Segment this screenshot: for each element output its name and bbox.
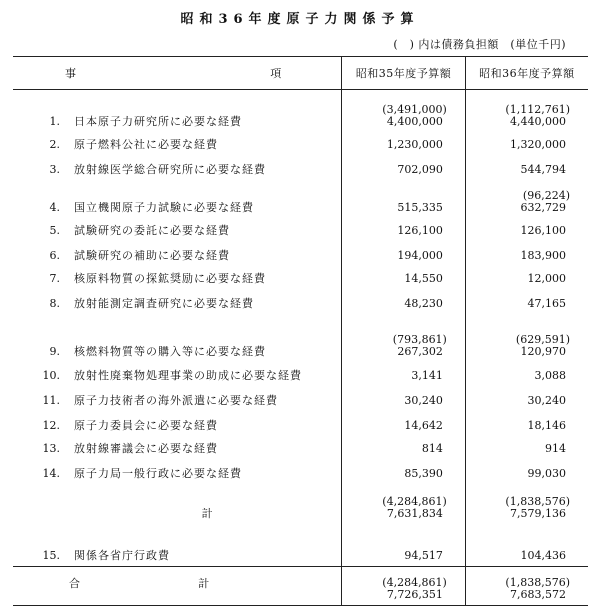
header-fy35: 昭和35年度予算額: [342, 57, 466, 90]
document-title: 昭和36年度原子力関係予算: [180, 12, 420, 27]
row-fy35: [342, 155, 466, 180]
amount-value: 47,165: [527, 297, 566, 310]
row-fy35: [342, 436, 466, 459]
table-row: [13, 436, 588, 459]
row-fy35: [342, 266, 466, 289]
row-fy35: [342, 386, 466, 411]
row-label: 国立機関原子力試験に必要な経費: [74, 180, 342, 218]
amount-value: 7,631,834: [386, 507, 443, 520]
row-label: 試験研究の委託に必要な経費: [74, 218, 342, 241]
table-row: [13, 218, 588, 241]
row-fy36: [465, 218, 588, 241]
amount-value: 544,794: [520, 163, 566, 176]
amount-value: 914: [545, 442, 566, 455]
row-fy36: [465, 132, 588, 155]
amount-value: 3,088: [534, 369, 566, 382]
row-label: 放射性廃棄物処理事業の助成に必要な経費: [74, 362, 342, 386]
row-fy35: [342, 314, 466, 362]
row-fy35: [342, 180, 466, 218]
debt-burden-value: (96,224): [522, 189, 570, 202]
amount-value: 4,440,000: [510, 115, 566, 128]
row-fy35: [342, 524, 466, 566]
row-fy36: [465, 104, 588, 132]
table-row: [13, 289, 588, 314]
amount-value: 814: [421, 442, 443, 455]
amount-value: 12,000: [527, 272, 566, 285]
amount-value: 14,550: [404, 272, 443, 285]
unit-note: ( ) 内は債務負担額 (単位千円): [393, 38, 566, 51]
row-number: 12.: [42, 419, 61, 432]
row-label: 核原料物質の探鉱奨励に必要な経費: [74, 266, 342, 289]
row-fy35: [342, 459, 466, 484]
row-number: 6.: [49, 249, 61, 262]
amount-value: 85,390: [404, 467, 443, 480]
debt-burden-value: (1,838,576): [505, 495, 570, 508]
row-fy36: [465, 524, 588, 566]
row-fy36: [465, 411, 588, 436]
row-fy35: [342, 289, 466, 314]
header-item-right: 項: [270, 67, 284, 80]
table-row: [13, 314, 588, 362]
amount-value: 7,726,351: [386, 587, 443, 601]
row-label: 原子燃料公社に必要な経費: [74, 132, 342, 155]
amount-value: 30,240: [404, 394, 443, 407]
row-number: 15.: [42, 548, 61, 562]
grand-total-label: [13, 566, 342, 605]
row-label: 放射線審議会に必要な経費: [74, 436, 342, 459]
row-fy36: [465, 266, 588, 289]
table-row: [13, 180, 588, 218]
row-number: 11.: [42, 394, 61, 407]
row-number: 10.: [42, 369, 61, 382]
row-number: 14.: [42, 467, 61, 480]
table-row-15: [13, 524, 588, 566]
amount-value: 126,100: [520, 224, 566, 237]
table-body: [13, 90, 588, 606]
amount-value: 30,240: [527, 394, 566, 407]
amount-value: 3,141: [411, 369, 443, 382]
table-row: [13, 386, 588, 411]
table-row: [13, 241, 588, 266]
amount-value: 126,100: [397, 224, 443, 237]
amount-value: 632,729: [520, 201, 566, 214]
row-number: 4.: [49, 201, 61, 214]
debt-burden-value: (1,112,761): [505, 103, 570, 116]
amount-value: 14,642: [404, 419, 443, 432]
row-fy36: [465, 314, 588, 362]
subtotal-spacer: [13, 484, 74, 524]
row-label: 原子力局一般行政に必要な経費: [74, 459, 342, 484]
row-label: 放射線医学総合研究所に必要な経費: [74, 155, 342, 180]
row-number: 5.: [49, 224, 61, 237]
debt-burden-value: (3,491,000): [382, 103, 447, 116]
row-fy36: [465, 386, 588, 411]
row-label: 核燃料物質等の購入等に必要な経費: [74, 314, 342, 362]
row-number: 13.: [42, 442, 61, 455]
amount-value: 120,970: [520, 345, 566, 358]
subtotal-row: [13, 484, 588, 524]
table-row: [13, 459, 588, 484]
amount-value: 7,579,136: [510, 507, 566, 520]
amount-value: 4,400,000: [386, 115, 443, 128]
row-number: 1.: [49, 115, 61, 128]
amount-value: 7,683,572: [510, 587, 566, 601]
amount-value: 48,230: [404, 297, 443, 310]
grand-total-label-right: 計: [198, 576, 212, 590]
amount-value: 267,302: [397, 345, 443, 358]
row-label: 放射能測定調査研究に必要な経費: [74, 289, 342, 314]
row-label: 原子力委員会に必要な経費: [74, 411, 342, 436]
amount-value: 702,090: [397, 163, 443, 176]
row-label: 日本原子力研究所に必要な経費: [74, 104, 342, 132]
row-fy36: [465, 241, 588, 266]
amount-value: 1,230,000: [386, 138, 443, 151]
row-fy36: [465, 362, 588, 386]
header-fy36: 昭和36年度予算額: [465, 57, 588, 90]
debt-burden-value: (793,861): [392, 333, 447, 346]
amount-value: 99,030: [527, 467, 566, 480]
table-row: [13, 132, 588, 155]
header-item-left: 事: [65, 67, 78, 80]
grand-total-label-left: 合: [69, 576, 82, 590]
row-fy36: [465, 459, 588, 484]
debt-burden-value: (1,838,576): [505, 575, 570, 589]
table-row: [13, 104, 588, 132]
row-label: 試験研究の補助に必要な経費: [74, 241, 342, 266]
row-fy35: [342, 362, 466, 386]
debt-burden-value: (4,284,861): [382, 495, 447, 508]
row-number: 2.: [49, 138, 61, 151]
grand-total-fy36: [465, 566, 588, 605]
row-fy35: [342, 241, 466, 266]
row-fy35: [342, 104, 466, 132]
row-fy35: [342, 132, 466, 155]
budget-table: [13, 56, 588, 606]
amount-value: 515,335: [397, 201, 443, 214]
amount-value: 1,320,000: [510, 138, 566, 151]
row-fy35: [342, 411, 466, 436]
row-fy36: [465, 155, 588, 180]
table-row: [13, 411, 588, 436]
row-fy36: [465, 180, 588, 218]
table-header-row: [13, 57, 588, 90]
grand-total-fy35: [342, 566, 466, 605]
amount-value: 183,900: [520, 249, 566, 262]
subtotal-label: 計: [74, 484, 342, 524]
row-number: 7.: [49, 272, 61, 285]
subtotal-fy36: [465, 484, 588, 524]
debt-burden-value: (629,591): [515, 333, 570, 346]
row-number: 8.: [49, 297, 61, 310]
amount-value: 194,000: [397, 249, 443, 262]
grand-total-row: [13, 566, 588, 605]
debt-burden-value: (4,284,861): [382, 575, 447, 589]
table-row: [13, 155, 588, 180]
row-number: 9.: [49, 345, 61, 358]
amount-value: 94,517: [404, 548, 443, 562]
subtotal-fy35: [342, 484, 466, 524]
row-fy35: [342, 218, 466, 241]
row-number: 3.: [49, 163, 61, 176]
table-row: [13, 362, 588, 386]
row-label: 原子力技術者の海外派遣に必要な経費: [74, 386, 342, 411]
table-row: [13, 266, 588, 289]
header-item: [13, 57, 342, 90]
row-fy36: [465, 289, 588, 314]
row-label: 関係各省庁行政費: [74, 524, 342, 566]
row-fy36: [465, 436, 588, 459]
amount-value: 104,436: [520, 548, 566, 562]
amount-value: 18,146: [527, 419, 566, 432]
